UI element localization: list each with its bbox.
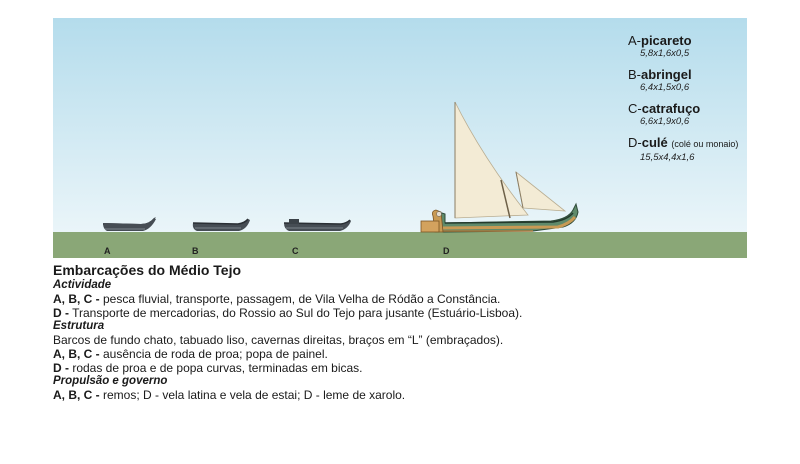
legend-code: C- — [628, 101, 642, 116]
legend-name: catrafuço — [641, 101, 701, 116]
text-line — [53, 306, 753, 320]
legend-item-b — [628, 67, 758, 94]
legend-item-d — [628, 135, 758, 164]
legend-dims: 6,4x1,5x0,6 — [640, 82, 690, 93]
line-text: Transporte de mercadorias, do Rossio ao Sul do Tejo para jusante (Estuário-Lisboa). — [69, 306, 523, 320]
ground — [53, 232, 747, 258]
legend-code: A- — [628, 33, 641, 48]
legend-code: B- — [628, 67, 641, 82]
legend-code: D- — [628, 135, 642, 150]
line-prefix: D - — [53, 306, 69, 320]
line-prefix: A, B, C - — [53, 388, 100, 402]
legend-name: abringel — [641, 67, 692, 82]
text-line — [53, 361, 753, 375]
legend-item-c — [628, 101, 758, 128]
line-prefix: A, B, C - — [53, 292, 100, 306]
line-text: remos; D - vela latina e vela de estai; D - leme de xarolo. — [99, 388, 406, 402]
line-prefix: A, B, C - — [53, 347, 103, 361]
legend-note: (colé ou monaio) — [671, 139, 739, 149]
boat-label-a: A — [104, 246, 111, 256]
text-line — [53, 347, 753, 361]
description-block — [53, 262, 753, 402]
legend-name: picareto — [641, 33, 692, 48]
page-title: Embarcações do Médio Tejo — [53, 262, 242, 278]
legend-name: culé — [641, 135, 668, 150]
legend-dims: 6,6x1,9x0,6 — [640, 116, 690, 127]
section-heading-actividade: Actividade — [53, 279, 112, 291]
section-heading-estrutura: Estrutura — [53, 320, 105, 332]
legend-dims: 5,8x1,6x0,5 — [640, 48, 690, 59]
text-line — [53, 388, 753, 402]
legend-dims: 15,5x4,4x1,6 — [640, 152, 695, 163]
boat-label-c: C — [292, 246, 299, 256]
text-line — [53, 333, 753, 347]
line-text: Barcos de fundo chato, tabuado liso, cavernas direitas, braços em “L” (embraçados). — [53, 333, 504, 347]
section-heading-propulsao: Propulsão e governo — [53, 375, 168, 387]
text-line — [53, 292, 753, 306]
boat-legend — [628, 33, 758, 171]
line-text: rodas de proa e de popa curvas, terminadas em bicas. — [69, 361, 363, 375]
line-text: pesca fluvial, transporte, passagem, de Vila Velha de Ródão a Constância. — [99, 292, 501, 306]
line-prefix: D - — [53, 361, 69, 375]
boat-label-d: D — [443, 246, 450, 256]
line-text: ausência de roda de proa; popa de painel. — [103, 347, 328, 361]
legend-item-a — [628, 33, 758, 60]
boat-label-b: B — [192, 246, 199, 256]
